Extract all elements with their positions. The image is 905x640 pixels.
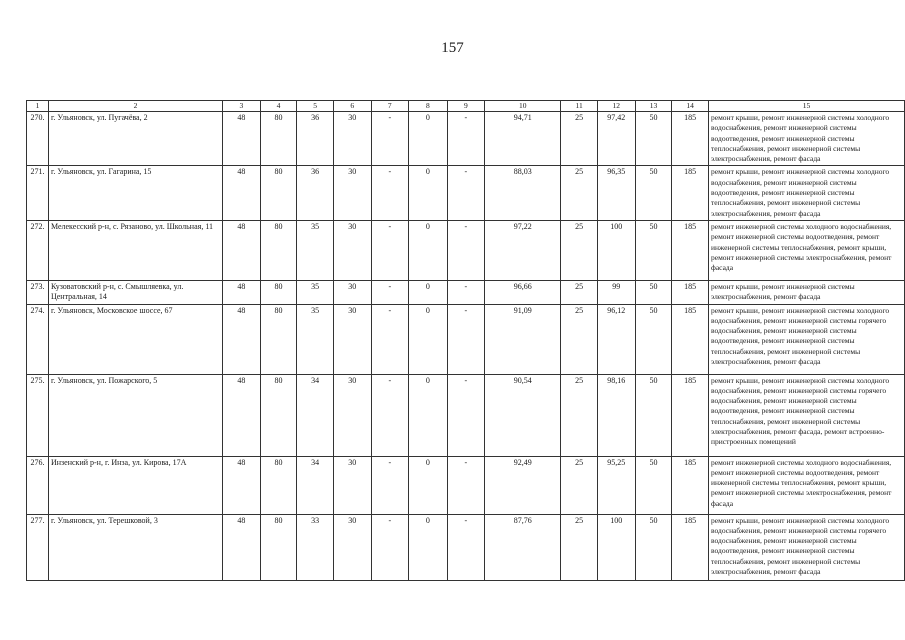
cell-c7: - [371, 112, 409, 166]
cell-c11: 25 [561, 166, 598, 220]
address-cell: г. Ульяновск, ул. Гагарина, 15 [48, 166, 222, 220]
col-header: 7 [371, 101, 409, 112]
cell-c3: 48 [223, 304, 261, 374]
row-number: 271. [27, 166, 49, 220]
cell-c6: 30 [333, 304, 371, 374]
cell-c10: 91,09 [485, 304, 561, 374]
cell-c13: 50 [635, 374, 672, 456]
cell-c8: 0 [409, 304, 448, 374]
cell-c5: 34 [297, 374, 334, 456]
cell-c6: 30 [333, 280, 371, 304]
row-number: 275. [27, 374, 49, 456]
cell-c10: 96,66 [485, 280, 561, 304]
address-cell: Инзенский р-н, г. Инза, ул. Кирова, 17А [48, 456, 222, 514]
works-cell: ремонт инженерной системы холодного водоснабжения, ремонт инженерной системы водоотведения, ремонт инженерной системы теплоснабжения, ремонт крыши, ремонт инженерной системы электроснабжения, ремонт фасада [708, 456, 904, 514]
cell-c8: 0 [409, 456, 448, 514]
address-cell: г. Ульяновск, Московское шоссе, 67 [48, 304, 222, 374]
cell-c7: - [371, 166, 409, 220]
col-header: 4 [260, 101, 297, 112]
table-row [27, 112, 905, 166]
cell-c13: 50 [635, 304, 672, 374]
cell-c12: 95,25 [597, 456, 635, 514]
cell-c8: 0 [409, 166, 448, 220]
address-cell: г. Ульяновск, ул. Пугачёва, 2 [48, 112, 222, 166]
cell-c4: 80 [260, 220, 297, 280]
cell-c13: 50 [635, 280, 672, 304]
cell-c12: 98,16 [597, 374, 635, 456]
works-cell: ремонт крыши, ремонт инженерной системы холодного водоснабжения, ремонт инженерной системы горячего водоснабжения, ремонт инженерной системы водоотведения, ремонт инженерной системы теплоснабжения, ремонт инженерной системы электроснабжения, ремонт фасада, ремонт встроенно-пристроенных помещений [708, 374, 904, 456]
cell-c7: - [371, 456, 409, 514]
row-number: 272. [27, 220, 49, 280]
cell-c12: 99 [597, 280, 635, 304]
cell-c7: - [371, 514, 409, 580]
cell-c3: 48 [223, 456, 261, 514]
cell-c14: 185 [672, 456, 709, 514]
table-row [27, 456, 905, 514]
cell-c6: 30 [333, 456, 371, 514]
cell-c7: - [371, 280, 409, 304]
cell-c11: 25 [561, 280, 598, 304]
buildings-table [26, 100, 905, 581]
cell-c5: 35 [297, 304, 334, 374]
cell-c9: - [447, 514, 485, 580]
cell-c12: 96,35 [597, 166, 635, 220]
cell-c14: 185 [672, 280, 709, 304]
cell-c11: 25 [561, 514, 598, 580]
cell-c8: 0 [409, 280, 448, 304]
cell-c14: 185 [672, 304, 709, 374]
cell-c5: 35 [297, 220, 334, 280]
cell-c11: 25 [561, 112, 598, 166]
cell-c12: 96,12 [597, 304, 635, 374]
col-header: 6 [333, 101, 371, 112]
cell-c14: 185 [672, 514, 709, 580]
cell-c4: 80 [260, 112, 297, 166]
col-header: 1 [27, 101, 49, 112]
cell-c6: 30 [333, 514, 371, 580]
cell-c7: - [371, 304, 409, 374]
cell-c3: 48 [223, 280, 261, 304]
col-header: 14 [672, 101, 709, 112]
cell-c3: 48 [223, 112, 261, 166]
cell-c10: 97,22 [485, 220, 561, 280]
address-cell: Кузоватовский р-н, с. Смышляевка, ул. Центральная, 14 [48, 280, 222, 304]
row-number: 277. [27, 514, 49, 580]
cell-c14: 185 [672, 374, 709, 456]
col-header: 8 [409, 101, 448, 112]
cell-c9: - [447, 456, 485, 514]
cell-c13: 50 [635, 166, 672, 220]
cell-c3: 48 [223, 374, 261, 456]
table-row [27, 374, 905, 456]
works-cell: ремонт крыши, ремонт инженерной системы электроснабжения, ремонт фасада [708, 280, 904, 304]
cell-c7: - [371, 374, 409, 456]
cell-c10: 92,49 [485, 456, 561, 514]
column-numbers-row [27, 101, 905, 112]
cell-c7: - [371, 220, 409, 280]
cell-c3: 48 [223, 166, 261, 220]
works-cell: ремонт крыши, ремонт инженерной системы холодного водоснабжения, ремонт инженерной системы водоотведения, ремонт инженерной системы теплоснабжения, ремонт инженерной системы электроснабжения, ремонт фасада [708, 112, 904, 166]
cell-c11: 25 [561, 374, 598, 456]
row-number: 270. [27, 112, 49, 166]
cell-c10: 88,03 [485, 166, 561, 220]
cell-c10: 87,76 [485, 514, 561, 580]
cell-c4: 80 [260, 374, 297, 456]
cell-c4: 80 [260, 304, 297, 374]
cell-c8: 0 [409, 374, 448, 456]
works-cell: ремонт крыши, ремонт инженерной системы холодного водоснабжения, ремонт инженерной системы горячего водоснабжения, ремонт инженерной системы водоотведения, ремонт инженерной системы теплоснабжения, ремонт инженерной системы электроснабжения, ремонт фасада [708, 514, 904, 580]
cell-c10: 94,71 [485, 112, 561, 166]
cell-c14: 185 [672, 220, 709, 280]
cell-c13: 50 [635, 220, 672, 280]
page-number: 157 [441, 40, 464, 56]
cell-c3: 48 [223, 220, 261, 280]
row-number: 274. [27, 304, 49, 374]
col-header: 10 [485, 101, 561, 112]
cell-c10: 90,54 [485, 374, 561, 456]
address-cell: г. Ульяновск, ул. Пожарского, 5 [48, 374, 222, 456]
cell-c6: 30 [333, 112, 371, 166]
cell-c14: 185 [672, 112, 709, 166]
cell-c9: - [447, 166, 485, 220]
cell-c5: 36 [297, 166, 334, 220]
cell-c6: 30 [333, 220, 371, 280]
cell-c9: - [447, 280, 485, 304]
cell-c11: 25 [561, 456, 598, 514]
col-header: 5 [297, 101, 334, 112]
cell-c5: 35 [297, 280, 334, 304]
cell-c4: 80 [260, 456, 297, 514]
cell-c12: 100 [597, 220, 635, 280]
works-cell: ремонт крыши, ремонт инженерной системы холодного водоснабжения, ремонт инженерной системы водоотведения, ремонт инженерной системы теплоснабжения, ремонт инженерной системы электроснабжения, ремонт фасада [708, 166, 904, 220]
table-row [27, 280, 905, 304]
works-cell: ремонт инженерной системы холодного водоснабжения, ремонт инженерной системы водоотведения, ремонт инженерной системы теплоснабжения, ремонт крыши, ремонт инженерной системы электроснабжения, ремонт фасада [708, 220, 904, 280]
col-header: 12 [597, 101, 635, 112]
cell-c8: 0 [409, 220, 448, 280]
cell-c9: - [447, 112, 485, 166]
cell-c12: 97,42 [597, 112, 635, 166]
address-cell: Мелекесский р-н, с. Рязаново, ул. Школьная, 11 [48, 220, 222, 280]
cell-c6: 30 [333, 166, 371, 220]
table-row [27, 304, 905, 374]
col-header: 15 [708, 101, 904, 112]
cell-c13: 50 [635, 514, 672, 580]
works-cell: ремонт крыши, ремонт инженерной системы холодного водоснабжения, ремонт инженерной системы горячего водоснабжения, ремонт инженерной системы водоотведения, ремонт инженерной системы теплоснабжения, ремонт инженерной системы электроснабжения, ремонт фасада [708, 304, 904, 374]
cell-c14: 185 [672, 166, 709, 220]
cell-c6: 30 [333, 374, 371, 456]
cell-c9: - [447, 304, 485, 374]
col-header: 13 [635, 101, 672, 112]
table-row [27, 514, 905, 580]
row-number: 273. [27, 280, 49, 304]
cell-c5: 36 [297, 112, 334, 166]
cell-c5: 33 [297, 514, 334, 580]
col-header: 2 [48, 101, 222, 112]
cell-c11: 25 [561, 220, 598, 280]
table-row [27, 220, 905, 280]
cell-c8: 0 [409, 112, 448, 166]
cell-c12: 100 [597, 514, 635, 580]
cell-c4: 80 [260, 166, 297, 220]
table-row [27, 166, 905, 220]
cell-c13: 50 [635, 112, 672, 166]
address-cell: г. Ульяновск, ул. Терешковой, 3 [48, 514, 222, 580]
cell-c3: 48 [223, 514, 261, 580]
row-number: 276. [27, 456, 49, 514]
cell-c5: 34 [297, 456, 334, 514]
cell-c8: 0 [409, 514, 448, 580]
cell-c9: - [447, 220, 485, 280]
cell-c9: - [447, 374, 485, 456]
cell-c4: 80 [260, 514, 297, 580]
col-header: 11 [561, 101, 598, 112]
cell-c4: 80 [260, 280, 297, 304]
col-header: 9 [447, 101, 485, 112]
col-header: 3 [223, 101, 261, 112]
cell-c11: 25 [561, 304, 598, 374]
cell-c13: 50 [635, 456, 672, 514]
